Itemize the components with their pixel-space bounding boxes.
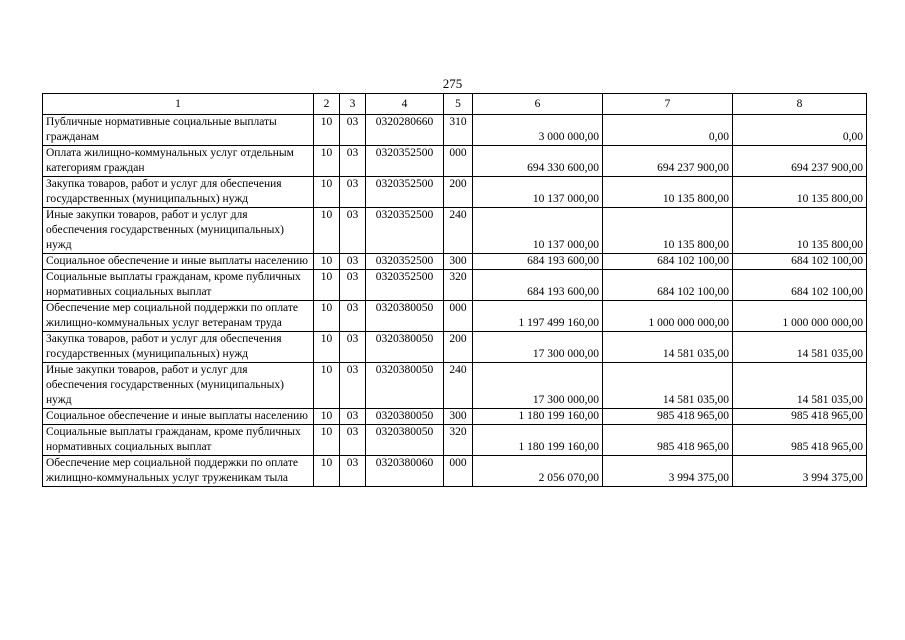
cell-amount-6: 10 137 000,00	[473, 208, 603, 254]
table-row	[43, 409, 867, 425]
cell-name: Закупка товаров, работ и услуг для обеспечения государственных (муниципальных) нужд	[43, 332, 314, 363]
cell-expense-type: 240	[444, 363, 473, 409]
cell-name: Закупка товаров, работ и услуг для обеспечения государственных (муниципальных) нужд	[43, 177, 314, 208]
cell-section: 10	[314, 409, 340, 425]
cell-subsection: 03	[340, 363, 366, 409]
cell-subsection: 03	[340, 456, 366, 487]
cell-name: Социальные выплаты гражданам, кроме публичных нормативных социальных выплат	[43, 425, 314, 456]
cell-target-code: 0320380060	[366, 456, 444, 487]
cell-section: 10	[314, 254, 340, 270]
cell-target-code: 0320352500	[366, 146, 444, 177]
cell-amount-6: 1 197 499 160,00	[473, 301, 603, 332]
cell-target-code: 0320352500	[366, 177, 444, 208]
cell-name: Социальное обеспечение и иные выплаты населению	[43, 254, 314, 270]
cell-amount-8: 985 418 965,00	[733, 409, 867, 425]
cell-expense-type: 240	[444, 208, 473, 254]
cell-amount-7: 10 135 800,00	[603, 177, 733, 208]
cell-amount-8: 10 135 800,00	[733, 208, 867, 254]
column-header: 1	[43, 94, 314, 115]
cell-section: 10	[314, 115, 340, 146]
cell-target-code: 0320380050	[366, 425, 444, 456]
cell-amount-8: 985 418 965,00	[733, 425, 867, 456]
table-row	[43, 115, 867, 146]
cell-amount-8: 10 135 800,00	[733, 177, 867, 208]
cell-subsection: 03	[340, 254, 366, 270]
cell-target-code: 0320280660	[366, 115, 444, 146]
cell-amount-7: 10 135 800,00	[603, 208, 733, 254]
cell-target-code: 0320380050	[366, 409, 444, 425]
header-row	[43, 94, 867, 115]
table-row	[43, 177, 867, 208]
cell-subsection: 03	[340, 146, 366, 177]
table-row	[43, 270, 867, 301]
table-row	[43, 301, 867, 332]
cell-section: 10	[314, 177, 340, 208]
cell-name: Обеспечение мер социальной поддержки по оплате жилищно-коммунальных услуг труженикам тыла	[43, 456, 314, 487]
cell-expense-type: 000	[444, 456, 473, 487]
cell-target-code: 0320352500	[366, 270, 444, 301]
column-header: 2	[314, 94, 340, 115]
cell-amount-7: 985 418 965,00	[603, 425, 733, 456]
cell-section: 10	[314, 332, 340, 363]
table-row	[43, 208, 867, 254]
cell-amount-6: 10 137 000,00	[473, 177, 603, 208]
cell-section: 10	[314, 363, 340, 409]
cell-amount-6: 684 193 600,00	[473, 270, 603, 301]
column-header: 8	[733, 94, 867, 115]
cell-amount-6: 1 180 199 160,00	[473, 409, 603, 425]
cell-name: Оплата жилищно-коммунальных услуг отдельным категориям граждан	[43, 146, 314, 177]
cell-amount-7: 14 581 035,00	[603, 363, 733, 409]
cell-amount-6: 3 000 000,00	[473, 115, 603, 146]
column-header: 6	[473, 94, 603, 115]
cell-amount-7: 1 000 000 000,00	[603, 301, 733, 332]
table-row	[43, 425, 867, 456]
cell-section: 10	[314, 146, 340, 177]
cell-amount-7: 684 102 100,00	[603, 254, 733, 270]
cell-expense-type: 300	[444, 409, 473, 425]
cell-amount-6: 694 330 600,00	[473, 146, 603, 177]
cell-amount-7: 0,00	[603, 115, 733, 146]
cell-subsection: 03	[340, 208, 366, 254]
cell-target-code: 0320380050	[366, 301, 444, 332]
cell-amount-8: 1 000 000 000,00	[733, 301, 867, 332]
cell-amount-8: 684 102 100,00	[733, 254, 867, 270]
cell-amount-6: 1 180 199 160,00	[473, 425, 603, 456]
column-header: 4	[366, 94, 444, 115]
table-row	[43, 456, 867, 487]
cell-target-code: 0320352500	[366, 208, 444, 254]
cell-expense-type: 300	[444, 254, 473, 270]
cell-amount-8: 14 581 035,00	[733, 363, 867, 409]
table-row	[43, 146, 867, 177]
cell-subsection: 03	[340, 115, 366, 146]
cell-expense-type: 320	[444, 425, 473, 456]
cell-amount-7: 3 994 375,00	[603, 456, 733, 487]
cell-amount-8: 3 994 375,00	[733, 456, 867, 487]
cell-target-code: 0320380050	[366, 332, 444, 363]
cell-name: Социальные выплаты гражданам, кроме публичных нормативных социальных выплат	[43, 270, 314, 301]
cell-name: Социальное обеспечение и иные выплаты населению	[43, 409, 314, 425]
cell-amount-8: 694 237 900,00	[733, 146, 867, 177]
cell-amount-6: 17 300 000,00	[473, 332, 603, 363]
cell-amount-7: 985 418 965,00	[603, 409, 733, 425]
cell-amount-6: 684 193 600,00	[473, 254, 603, 270]
cell-expense-type: 000	[444, 301, 473, 332]
cell-subsection: 03	[340, 301, 366, 332]
cell-name: Иные закупки товаров, работ и услуг для обеспечения государственных (муниципальных) нужд	[43, 363, 314, 409]
column-header: 5	[444, 94, 473, 115]
column-header: 3	[340, 94, 366, 115]
cell-amount-8: 0,00	[733, 115, 867, 146]
cell-name: Публичные нормативные социальные выплаты гражданам	[43, 115, 314, 146]
cell-amount-7: 684 102 100,00	[603, 270, 733, 301]
cell-subsection: 03	[340, 409, 366, 425]
cell-target-code: 0320352500	[366, 254, 444, 270]
cell-amount-7: 694 237 900,00	[603, 146, 733, 177]
cell-name: Иные закупки товаров, работ и услуг для обеспечения государственных (муниципальных) нужд	[43, 208, 314, 254]
cell-amount-6: 2 056 070,00	[473, 456, 603, 487]
cell-expense-type: 000	[444, 146, 473, 177]
cell-section: 10	[314, 270, 340, 301]
cell-expense-type: 200	[444, 332, 473, 363]
cell-expense-type: 320	[444, 270, 473, 301]
cell-subsection: 03	[340, 425, 366, 456]
cell-amount-7: 14 581 035,00	[603, 332, 733, 363]
cell-section: 10	[314, 301, 340, 332]
table-row	[43, 363, 867, 409]
cell-subsection: 03	[340, 177, 366, 208]
cell-amount-6: 17 300 000,00	[473, 363, 603, 409]
column-header: 7	[603, 94, 733, 115]
budget-table	[42, 93, 867, 487]
table-row	[43, 332, 867, 363]
cell-expense-type: 200	[444, 177, 473, 208]
cell-amount-8: 14 581 035,00	[733, 332, 867, 363]
table-row	[43, 254, 867, 270]
cell-section: 10	[314, 425, 340, 456]
cell-target-code: 0320380050	[366, 363, 444, 409]
page-number: 275	[442, 76, 463, 91]
cell-section: 10	[314, 208, 340, 254]
cell-subsection: 03	[340, 332, 366, 363]
cell-expense-type: 310	[444, 115, 473, 146]
cell-amount-8: 684 102 100,00	[733, 270, 867, 301]
cell-section: 10	[314, 456, 340, 487]
cell-subsection: 03	[340, 270, 366, 301]
cell-name: Обеспечение мер социальной поддержки по оплате жилищно-коммунальных услуг ветеранам труда	[43, 301, 314, 332]
